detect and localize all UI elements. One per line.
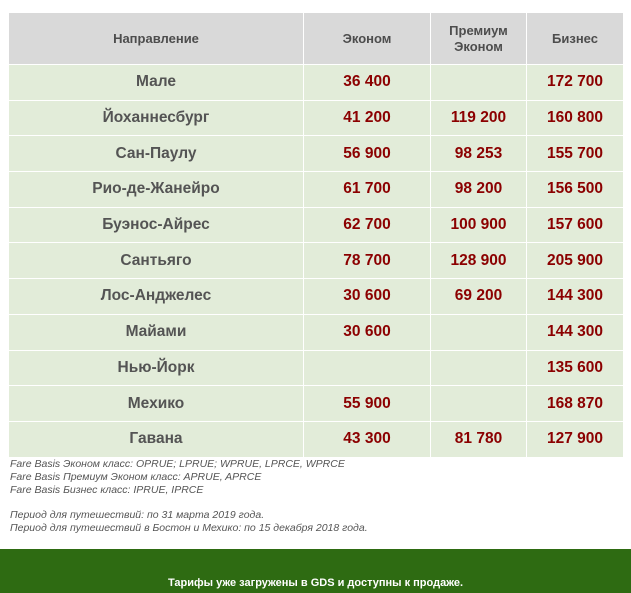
premium-price-cell: 81 780 [431, 421, 527, 457]
header-business: Бизнес [527, 13, 624, 65]
table-header [9, 13, 624, 65]
header-economy: Эконом [304, 13, 431, 65]
economy-price-cell [304, 350, 431, 386]
table-row [9, 421, 624, 457]
economy-price-cell: 43 300 [304, 421, 431, 457]
header-premium-economy [431, 13, 527, 65]
table-row [9, 172, 624, 208]
premium-price-cell [431, 65, 527, 101]
footer-text: Тарифы уже загружены в GDS и доступны к продаже. [167, 577, 464, 589]
economy-price-cell: 62 700 [304, 207, 431, 243]
travel-period: Период для путешествий: по 31 марта 2019 года. [10, 509, 265, 521]
fare-basis-premium: Fare Basis Премиум Эконом класс: APRUE, APRCE [10, 471, 262, 483]
table-body [9, 65, 624, 458]
fare-basis-business: Fare Basis Бизнес класс: IPRUE, IPRCE [10, 484, 204, 496]
city-cell: Гавана [9, 421, 304, 457]
city-cell: Майами [9, 314, 304, 350]
city-cell: Сан-Паулу [9, 136, 304, 172]
header-premium-line1: Премиум [449, 22, 508, 38]
city-cell: Буэнос-Айрес [9, 207, 304, 243]
city-cell: Мехико [9, 386, 304, 422]
premium-price-cell [431, 314, 527, 350]
city-cell: Сантьяго [9, 243, 304, 279]
table-row [9, 243, 624, 279]
economy-price-cell: 30 600 [304, 314, 431, 350]
header-direction: Направление [9, 13, 304, 65]
economy-price-cell: 36 400 [304, 65, 431, 101]
table-row [9, 314, 624, 350]
business-price-cell: 127 900 [527, 421, 624, 457]
fare-notes [10, 458, 368, 535]
table-row [9, 279, 624, 315]
business-price-cell: 205 900 [527, 243, 624, 279]
premium-price-cell: 98 200 [431, 172, 527, 208]
premium-price-cell: 128 900 [431, 243, 527, 279]
business-price-cell: 135 600 [527, 350, 624, 386]
economy-price-cell: 30 600 [304, 279, 431, 315]
footer-banner [0, 549, 631, 593]
header-row [9, 13, 624, 65]
premium-price-cell [431, 386, 527, 422]
city-cell: Лос-Анджелес [9, 279, 304, 315]
fare-table [8, 12, 624, 458]
header-premium-line2: Эконом [454, 38, 503, 54]
table-row [9, 65, 624, 101]
table-row [9, 207, 624, 243]
business-price-cell: 168 870 [527, 386, 624, 422]
premium-price-cell: 100 900 [431, 207, 527, 243]
city-cell: Йоханнесбург [9, 100, 304, 136]
premium-price-cell [431, 350, 527, 386]
city-cell: Нью-Йорк [9, 350, 304, 386]
business-price-cell: 155 700 [527, 136, 624, 172]
city-cell: Рио-де-Жанейро [9, 172, 304, 208]
economy-price-cell: 61 700 [304, 172, 431, 208]
table-row [9, 350, 624, 386]
business-price-cell: 157 600 [527, 207, 624, 243]
business-price-cell: 160 800 [527, 100, 624, 136]
economy-price-cell: 78 700 [304, 243, 431, 279]
fare-basis-economy: Fare Basis Эконом класс: OPRUE; LPRUE; WPRUE, LPRCE, WPRCE [10, 458, 345, 470]
economy-price-cell: 41 200 [304, 100, 431, 136]
business-price-cell: 172 700 [527, 65, 624, 101]
business-price-cell: 156 500 [527, 172, 624, 208]
business-price-cell: 144 300 [527, 314, 624, 350]
economy-price-cell: 56 900 [304, 136, 431, 172]
premium-price-cell: 119 200 [431, 100, 527, 136]
table-row [9, 136, 624, 172]
table-row [9, 100, 624, 136]
economy-price-cell: 55 900 [304, 386, 431, 422]
notes-spacer [10, 497, 368, 509]
travel-period-boston-mexico: Период для путешествий в Бостон и Мехико: по 15 декабря 2018 года. [10, 522, 368, 534]
city-cell: Мале [9, 65, 304, 101]
premium-price-cell: 69 200 [431, 279, 527, 315]
premium-price-cell: 98 253 [431, 136, 527, 172]
table-row [9, 386, 624, 422]
business-price-cell: 144 300 [527, 279, 624, 315]
